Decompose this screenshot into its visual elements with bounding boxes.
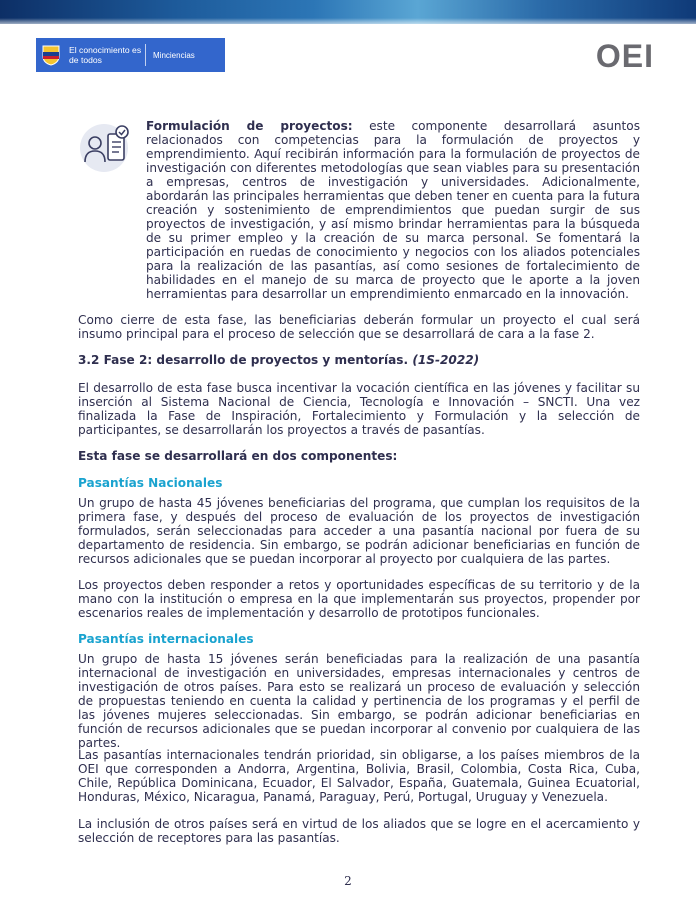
national-internships-paragraph-2: Los proyectos deben responder a retos y oportunidades específicas de su territorio y de la mano con la institución o empresa en la que implementarán sus proyectos, propender por escenarios reales de implementación y desarrollo de prototipos funcionales. xyxy=(78,578,640,620)
government-logo xyxy=(36,38,225,72)
project-formulation-paragraph xyxy=(146,119,640,301)
national-internships-paragraph-1: Un grupo de hasta 45 jóvenes beneficiarias del programa, que cumplan los requisitos de la primera fase, y después del proceso de evaluación de los proyectos de investigación formulados, serán seleccionadas para acceder a una pasantía nacional por fuera de su departamento de residencia. Sin embargo, se podrán adicionar beneficiarias en función de recursos adicionales que se puedan incorporar al proyecto por cualquiera de las partes. xyxy=(78,496,640,566)
international-internships-paragraph-2: Las pasantías internacionales tendrán prioridad, sin obligarse, a los países miembros de la OEI que corresponden a Andorra, Argentina, Bolivia, Brasil, Colombia, Costa Rica, Cuba, Chile, República Dominicana, Ecuador, El Salvador, España, Guatemala, Guinea Ecuatorial, Honduras, México, Nicaragua, Panamá, Paraguay, Perú, Portugal, Uruguay y Venezuela. xyxy=(78,748,640,804)
page-number: 2 xyxy=(344,874,352,888)
phase2-heading xyxy=(78,353,640,367)
international-internships-paragraph-1: Un grupo de hasta 15 jóvenes serán beneficiadas para la realización de una pasantía internacional de investigación en universidades, empresas internacionales y centros de investigación de otros países. Para esto se realizará un proceso de evaluación y selección de propuestas teniendo en cuenta la calidad y pertinencia de los programas y el perfil de las jóvenes mujeres seleccionadas. Sin embargo, se podrán adicionar beneficiarias en función de recursos adicionales que se puedan incorporar al convenio por cualquiera de las partes. xyxy=(78,652,640,750)
project-formulation-body: este componente desarrollará asuntos relacionados con competencias para la formulación de proyectos y emprendimiento. Aquí recibirán información para la formulación de proyectos de investigación con diferentes metodologías que sean viables para su presentación a empresas, centros de investigación y universidades. Adicionalmente, abordarán las principales herramientas que deben tener en cuenta para la futura creación y sostenimiento de emprendimientos que puedan surgir de sus proyectos de investigación, y así mismo brindar herramientas para la búsqueda de su primer empleo y la creación de su marca personal. Se fomentará la participación en ruedas de conocimiento y negocios con los aliados potenciales para la realización de las pasantías, así como sesiones de fortalecimiento de habilidades en el manejo de su marca de proyecto que le aporte a la joven herramientas para desarrollar un emprendimiento enmarcado en la innovación. xyxy=(146,119,640,301)
national-internships-title: Pasantías Nacionales xyxy=(78,476,223,490)
phase2-components-label: Esta fase se desarrollará en dos componentes: xyxy=(78,449,398,463)
international-internships-title: Pasantías internacionales xyxy=(78,632,254,646)
project-formulation-heading: Formulación de proyectos: xyxy=(146,119,353,133)
logo-divider xyxy=(145,44,146,66)
oei-logo: OEI xyxy=(595,38,654,74)
ministry-name: Minciencias xyxy=(153,50,195,60)
gov-logo-text: El conocimiento es de todos xyxy=(69,45,142,65)
phase2-heading-text: 3.2 Fase 2: desarrollo de proyectos y mentorías. xyxy=(78,353,409,367)
phase2-intro-paragraph: El desarrollo de esta fase busca incentivar la vocación científica en las jóvenes y facilitar su inserción al Sistema Nacional de Ciencia, Tecnología e Innovación – SNCTI. Una vez finalizada la Fase de Inspiración, Fortalecimiento y Formulación y la selección de participantes, se desarrollarán los proyectos a través de pasantías. xyxy=(78,381,640,437)
header-banner-fade xyxy=(0,18,696,28)
phase1-closing-paragraph: Como cierre de esta fase, las beneficiarias deberán formular un proyecto el cual será insumo principal para el proceso de selección que se desarrollará de cara a la fase 2. xyxy=(78,313,640,341)
international-internships-paragraph-3: La inclusión de otros países será en virtud de los aliados que se logre en el acercamiento y selección de receptores para las pasantías. xyxy=(78,817,640,845)
phase2-heading-date: (1S-2022) xyxy=(412,353,480,367)
project-formulation-icon xyxy=(78,118,134,174)
coat-of-arms-icon xyxy=(39,43,63,67)
